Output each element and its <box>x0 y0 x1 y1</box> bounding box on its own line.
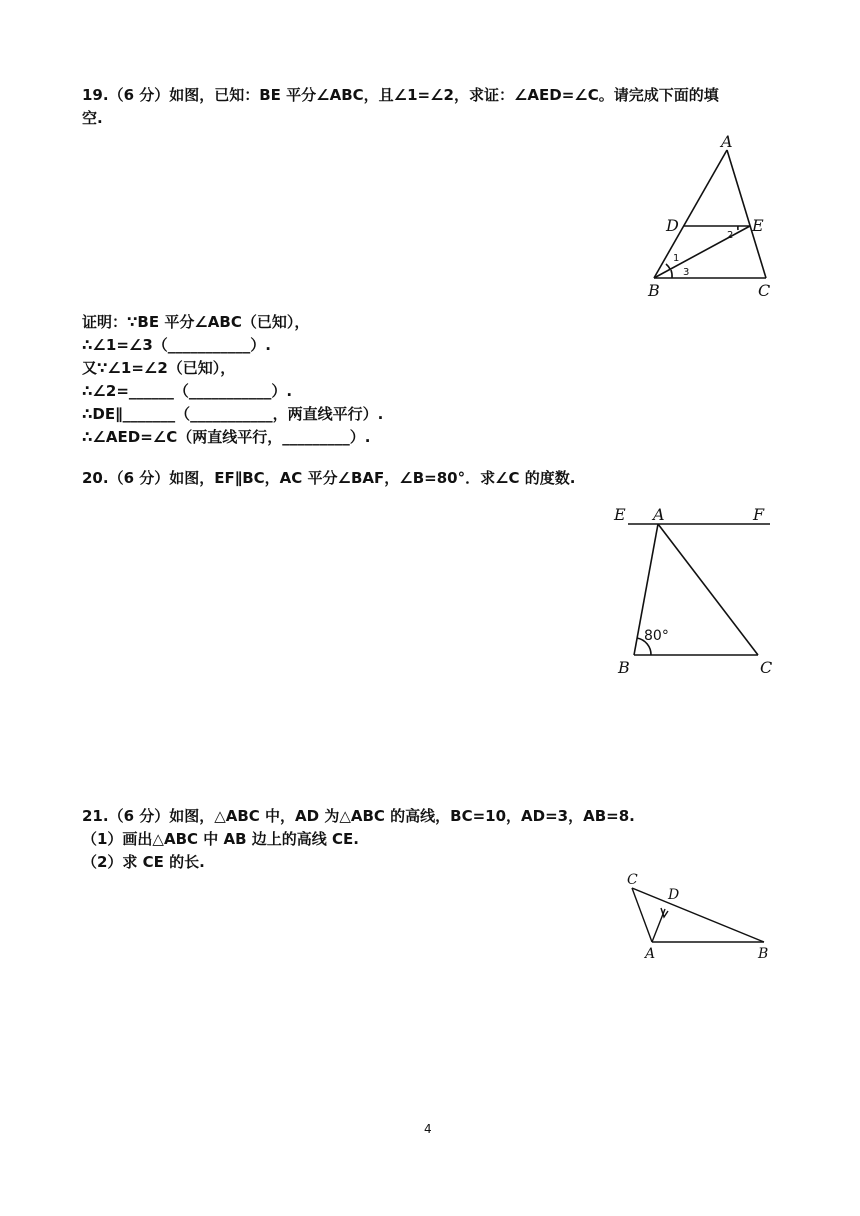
q19-proof-line3: 又∵∠1=∠2（已知）， <box>82 359 236 377</box>
q19-proof-line5: ∴DE∥_______（___________，两直线平行）. <box>82 405 384 423</box>
q19-proof-line2: ∴∠1=∠3（___________）. <box>82 336 271 354</box>
q20-label-F: F <box>753 505 765 524</box>
q19-angle-2: 2 <box>727 230 734 241</box>
q21-part2: （2）求 CE 的长. <box>82 853 205 871</box>
q19-proof-line6: ∴∠AED=∠C（两直线平行，_________）. <box>82 428 371 446</box>
q21-label-B: B <box>758 946 769 962</box>
q19-statement-line1: 19.（6 分）如图，已知：BE 平分∠ABC，且∠1=∠2，求证：∠AED=∠C。请完成下面的填 <box>82 86 719 104</box>
q21-figure <box>618 870 788 970</box>
q21-part1: （1）画出△ABC 中 AB 边上的高线 CE. <box>82 830 359 848</box>
q19-angle-1: 1 <box>673 253 680 264</box>
q20-figure <box>608 498 788 683</box>
q19-label-E: E <box>752 216 764 235</box>
q19-proof-line4: ∴∠2=______（___________）. <box>82 382 293 400</box>
q20-label-B: B <box>618 658 630 677</box>
q19-label-B: B <box>648 281 660 300</box>
q20-label-C: C <box>760 658 773 677</box>
q20-statement: 20.（6 分）如图，EF∥BC，AC 平分∠BAF，∠B=80°．求∠C 的度数. <box>82 469 576 487</box>
q19-label-C: C <box>758 281 771 300</box>
q20-angle-label: 80° <box>644 628 669 644</box>
q19-angle-3: 3 <box>683 267 690 278</box>
q21-label-D: D <box>668 887 680 903</box>
q21-statement: 21.（6 分）如图，△ABC 中，AD 为△ABC 的高线，BC=10，AD=3，AB=8. <box>82 807 635 825</box>
q21-label-C: C <box>627 872 638 888</box>
q19-proof-line1: 证明：∵BE 平分∠ABC（已知）， <box>82 313 310 331</box>
q19-statement-line2: 空. <box>82 109 103 127</box>
q19-label-A: A <box>721 132 733 151</box>
q20-label-A: A <box>653 505 665 524</box>
q19-label-D: D <box>666 216 679 235</box>
q21-label-A: A <box>645 946 656 962</box>
page-number: 4 <box>424 1122 432 1136</box>
q20-label-E: E <box>614 505 626 524</box>
q19-figure <box>640 130 800 305</box>
